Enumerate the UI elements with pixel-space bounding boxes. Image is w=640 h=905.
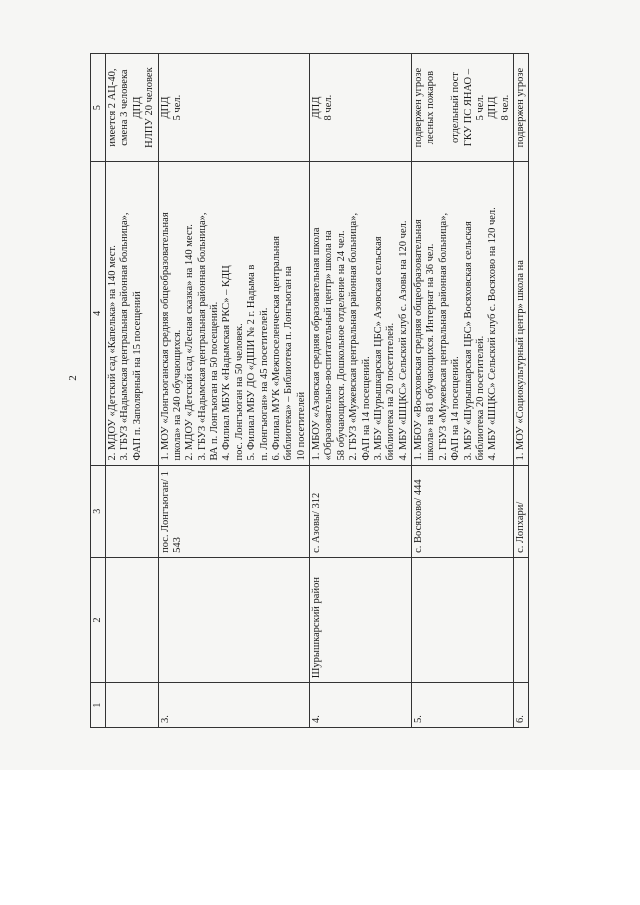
row-number-cell [106,683,159,728]
cell-line: ФАП на 14 посещений. [450,356,462,461]
cell-line: 2. ГБУЗ «Мужевская центральная районная больница», [437,212,449,461]
forces-cell [106,54,159,162]
cell-line: отдельный пост [450,72,462,144]
forces-cell [514,54,529,162]
cell-line: 1. МБОУ «Восяховская средняя общеобразовательная [413,219,424,461]
header-cell: 4 [91,162,106,465]
cell-line: НЛПУ 20 человек [144,67,156,148]
cell-line: подвержен угрозе [413,67,424,148]
cell-line: 3. ГБУЗ «Надымская центральная районная больница», [196,212,208,461]
cell-line: 2. МДОУ «Детский сад «Лесная сказка» на 140 мест. [184,224,196,461]
forces-cell [158,54,310,162]
cell-line: 4. Филиал МБУК «Надымская РКС» – КДЦ [221,265,233,461]
header-cell: 5 [91,54,106,162]
rotated-table-wrapper [90,53,580,728]
page-number: 2 [66,375,79,381]
cell-line: 4. МБУ «ШЦКС» Сельский клуб с. Азовы на 120 чел. [397,220,409,461]
cell-line [438,58,450,157]
cell-line: 5 чел. [171,94,183,121]
header-cell: 3 [91,465,106,557]
table-row [412,54,514,728]
table-row [514,54,529,728]
objects-cell [158,162,310,465]
settlements-table [90,53,529,728]
cell-line: ФАП п. Заполярный на 15 посещений [131,291,143,461]
cell-line: ДПД [311,96,322,119]
cell-line: пос. Лонгъюган на 50 человек. [233,323,245,461]
scan-margin [0,770,640,905]
settlement-cell: пос. Лонгъюган/ 1 543 [158,465,310,557]
cell-line: 1. МБОУ «Азовская средняя образовательная школа [311,227,322,461]
cell-line: библиотека 20 посетителей. [474,335,486,461]
cell-line: подвержен угрозе [515,67,526,148]
cell-line: 1. МОУ «Лонгъюганская средняя общеобразовательная [159,212,171,461]
cell-line: ДПД [487,96,499,119]
cell-line: смена 3 человека ДПД [119,69,143,146]
cell-line: «Образовательно-воспитательный центр» школа на [323,230,335,461]
district-cell [106,557,159,682]
row-number-cell: 4. [310,683,412,728]
settlement-cell [106,465,159,557]
cell-line: лесных пожаров [425,70,437,145]
cell-line: ДПД [159,96,171,119]
settlement-cell: с. Азовы/ 312 [310,465,412,557]
cell-line: ГКУ ПС ЯНАО – [462,68,474,147]
cell-line: 2. МДОУ «Детский сад «Капелька» на 140 мест. [107,245,118,461]
cell-line: 6. Филиал МУК «Межпоселенческая центральная [270,236,282,461]
cell-line: 3. ГБУЗ «Надымская центральная районная больница», [119,212,131,461]
table-header-row [91,54,106,728]
table-row [158,54,310,728]
table-row [310,54,412,728]
cell-line: ФАП на 14 посещений. [360,356,372,461]
cell-line: библиотека на 20 посетителей. [385,322,397,461]
cell-line: 3. МБУ «Шурышкарская ЦБС» Азовская сельская [372,236,384,461]
cell-line: 1. МОУ «Социокультурный центр» школа на [515,260,526,461]
row-number-cell: 6. [514,683,529,728]
row-number-cell: 3. [158,683,310,728]
district-cell [412,557,514,682]
cell-line: имеется 2 АЦ-40, [107,68,118,147]
header-cell: 2 [91,557,106,682]
table-row [106,54,159,728]
forces-cell [412,54,514,162]
cell-line: 3. МБУ «Шурышкарская ЦБС» Восяховская сельская [462,221,474,461]
cell-line: школа» на 240 обучающихся. [171,329,183,461]
objects-cell [514,162,529,465]
cell-line: п. Лонгъюган» на 45 посетителей. [258,307,270,461]
settlement-cell: с. Восяхово/ 444 [412,465,514,557]
district-cell: Шурышкарский район [310,557,412,682]
cell-line: 2. ГБУЗ «Мужевская центральная районная больница», [348,212,360,461]
settlement-cell: с. Лопхари/ [514,465,529,557]
cell-line: 4. МБУ «ШЦКС» Сельский клуб с. Восяхово на 120 чел. [487,207,499,461]
cell-line: 5 чел. [474,94,486,121]
cell-line: 5. Филиал МБУ ДО «ДШИ № 2 г. Надыма в [246,264,258,461]
forces-cell [310,54,412,162]
cell-line: 58 обучающихся. Дошкольное отделение на 24 чел. [335,230,347,461]
cell-line: 10 посетителей [295,391,307,461]
cell-line: 8 чел. [323,94,335,121]
objects-cell [310,162,412,465]
cell-line: ВА п. Лонгъюган на 50 посещений. [209,301,220,461]
cell-line: 8 чел. [499,94,511,121]
cell-line: библиотека» – Библиотека п. Лонгъюган на [283,266,295,461]
header-cell: 1 [91,683,106,728]
district-cell [158,557,310,682]
row-number-cell: 5. [412,683,514,728]
objects-cell [412,162,514,465]
district-cell [514,557,529,682]
objects-cell [106,162,159,465]
cell-line: школа» на 81 обучающихся. Интернат на 36 чел. [425,243,437,461]
